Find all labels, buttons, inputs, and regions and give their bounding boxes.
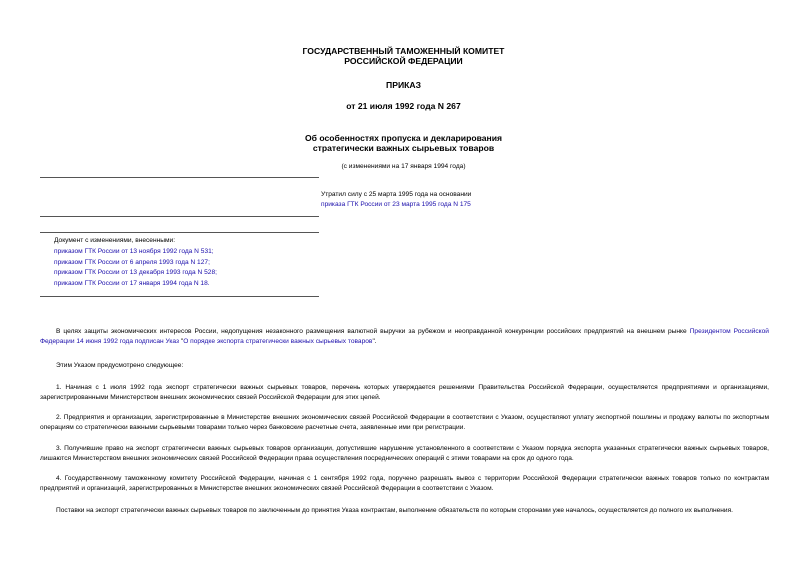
paragraph-text: В целях защиты экономических интересов России, недопущения незаконного размещения валютной выручки за рубежом и неоправданной конкуренции российских предприятий на внешнем рынке bbox=[56, 328, 690, 335]
body-paragraph bbox=[40, 327, 769, 347]
changes-intro: Документ с изменениями, внесенными: bbox=[54, 237, 176, 244]
paragraph-text: " bbox=[179, 338, 184, 345]
paragraph-text: ". bbox=[372, 338, 377, 345]
org-name-line2: РОССИЙСКОЙ ФЕДЕРАЦИИ bbox=[344, 56, 463, 66]
body-paragraph: Этим Указом предусмотрено следующее: bbox=[56, 362, 184, 369]
change-link-1[interactable]: приказом ГТК России от 13 ноября 1992 года N 531; bbox=[54, 248, 214, 255]
body-paragraph: 2. Предприятия и организации, зарегистрированные в Министерстве внешних экономических связей Российской Федерации в соответствии с Указом, осуществляют уплату экспортной пошлины и продажу валюты по экспортным операциям со стратегически важными сырьевыми товарами только через банковские расчетные счета, заявленные ими при регистрации. bbox=[40, 414, 769, 431]
change-link-4[interactable]: приказом ГТК России от 17 января 1994 года N 18. bbox=[54, 280, 210, 287]
change-link-3[interactable]: приказом ГТК России от 13 декабря 1993 года N 528; bbox=[54, 269, 217, 276]
divider-line bbox=[40, 216, 319, 217]
org-name-line1: ГОСУДАРСТВЕННЫЙ ТАМОЖЕННЫЙ КОМИТЕТ bbox=[302, 46, 505, 56]
body-paragraph: 4. Государственному таможенному комитету Российской Федерации, начиная с 1 сентября 1992 года, поручено разрешать вывоз с территории Российской Федерации стратегически важных товаров только по контрактам предприятий и организаций, зарегистрированных в Министерстве внешних экономических связей Российской Федерации в соответствии с Указом. bbox=[40, 475, 769, 492]
decree-title-link[interactable]: О порядке экспорта стратегически важных сырьевых товаров bbox=[183, 338, 373, 345]
validity-link[interactable]: приказа ГТК России от 23 марта 1995 года N 175 bbox=[321, 201, 471, 208]
decree-president-link[interactable]: Президентом Российской Федерации 14 июня 1992 года подписан Указ bbox=[40, 328, 769, 345]
doc-date-number: от 21 июля 1992 года N 267 bbox=[346, 101, 461, 111]
change-link-2[interactable]: приказом ГТК России от 6 апреля 1993 года N 127; bbox=[54, 259, 210, 266]
body-paragraph: 1. Начиная с 1 июля 1992 года экспорт стратегически важных сырьевых товаров, перечень которых утверждается решениями Правительства Российской Федерации, осуществляется предприятиями и организациями, зарегистрированными Министерством внешних экономических связей Российской Федерации для этих целей. bbox=[40, 384, 769, 401]
amendment-note: (с изменениями на 17 января 1994 года) bbox=[341, 163, 466, 170]
validity-text: Утратил силу с 25 марта 1995 года на основании bbox=[321, 191, 472, 198]
doc-title-line2: стратегически важных сырьевых товаров bbox=[312, 143, 495, 153]
divider-line bbox=[40, 177, 319, 178]
body-paragraph: 3. Получившие право на экспорт стратегически важных сырьевых товаров организации, допустившие нарушение установленного в соответствии с Указом порядка экспорта указанных стратегически важных сырьевых товаров, лишаются Министерством внешних экономических связей Российской Федерации права осуществления посреднических операций с этими товарами на срок до одного года. bbox=[40, 445, 769, 462]
doc-title-line1: Об особенностях пропуска и декларирования bbox=[304, 133, 503, 143]
divider-line bbox=[40, 296, 319, 297]
body-paragraph: Поставки на экспорт стратегически важных сырьевых товаров по заключенным до принятия Указа контрактам, выполнение обязательств по которым сторонами уже началось, осуществляется до полного их выполнения. bbox=[56, 507, 734, 514]
divider-line bbox=[40, 232, 319, 233]
doc-type: ПРИКАЗ bbox=[386, 80, 421, 90]
